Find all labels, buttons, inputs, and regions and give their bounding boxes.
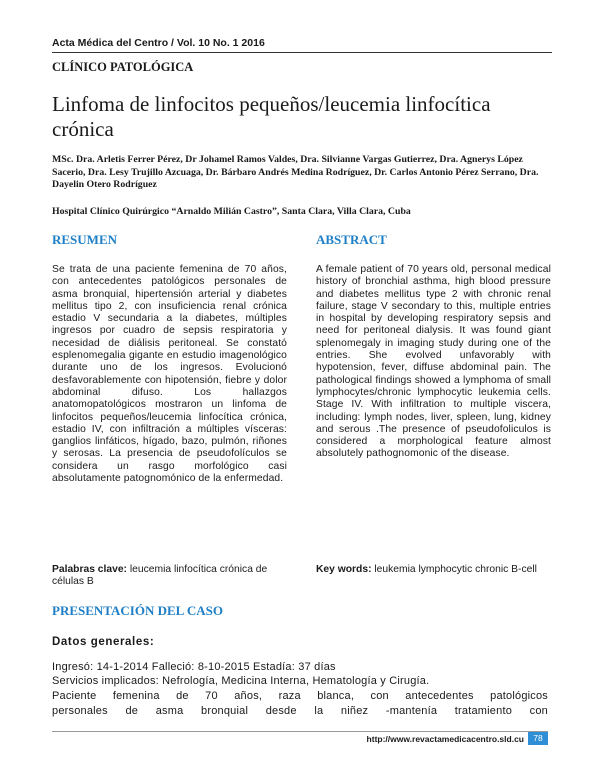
article-authors: MSc. Dra. Arletis Ferrer Pérez, Dr Johamel Ramos Valdes, Dra. Silvianne Vargas Gutierrez, Dra. Agnerys López Sacerio, Dra. Lesy Trujillo Azcuaga, Dr. Bárbaro Andrés Medina Rodríguez, Dr. Carlos Antonio Pérez Serrano, Dra. Dayelin Otero Rodríguez [52,154,539,190]
presentation-line-1: Ingresó: 14-1-2014 Falleció: 8-10-2015 Estadía: 37 días [52,661,336,673]
resumen-keywords [52,564,287,589]
journal-header: Acta Médica del Centro / Vol. 10 No. 1 2016 [52,37,552,53]
abstract-heading: ABSTRACT [316,232,387,247]
abstract-keywords-value: leukemia lymphocytic chronic B-cell [374,564,537,575]
presentation-line-4: personales de asma bronquial desde la niñez -mantenía tratamiento con [52,705,548,717]
presentation-line-3: Paciente femenina de 70 años, raza blanca, con antecedentes patológicos [52,690,548,702]
article-affiliation: Hospital Clínico Quirúrgico “Arnaldo Milián Castro”, Santa Clara, Villa Clara, Cuba [52,206,411,217]
resumen-text: Se trata de una paciente femenina de 70 años, con antecedentes patológicos personales de asma bronquial, hipertensión arterial y diabetes mellitus tipo 2, con insuficiencia renal crónica estadio V secundaria a la diabetes, múltiples ingresos por cuadro de sepsis respiratoria y necesidad de diálisis peritoneal. Se constató esplenomegalia gigante en estudio imagenológico durante uno de los ingresos. Evolucionó desfavorablemente con hipotensión, fiebre y dolor abdominal difuso. Los hallazgos anatomopatológicos mostraron un linfoma de linfocitos pequeños/leucemia linfocítica crónica, estadio IV, con infiltración a múltiples vísceras: ganglios linfáticos, hígado, bazo, pulmón, riñones y serosas. La presencia de pseudofolículos se considera un rasgo morfológico casi absolutamente patognomónico de la enfermedad. [52,264,287,485]
resumen-keywords-value: leucemia linfocítica crónica de células B [52,564,268,588]
resumen-keywords-label: Palabras clave: [52,564,127,575]
page-number-badge: 78 [528,732,548,745]
presentation-line-2: Servicios implicados: Nefrología, Medicina Interna, Hematología y Cirugía. [52,675,430,687]
presentation-subheading: Datos generales: [52,636,155,648]
article-title: Linfoma de linfocitos pequeños/leucemia linfocítica crónica [52,92,491,141]
footer-divider [52,731,548,732]
abstract-keywords-label: Key words: [316,564,372,575]
footer-url-link[interactable]: http://www.revactamedicacentro.sld.cu [366,734,524,744]
resumen-heading: RESUMEN [52,232,118,247]
presentation-heading: PRESENTACIÓN DEL CASO [52,603,223,618]
abstract-keywords [316,564,551,576]
section-label: CLÍNICO PATOLÓGICA [52,60,194,74]
abstract-text: A female patient of 70 years old, personal medical history of bronchial asthma, high blood pressure and diabetes mellitus type 2 with chronic renal failure, stage V secondary to this, multiple entries in hospital by developing respiratory sepsis and need for peritoneal dialysis. It was found giant splenomegaly in imaging study during one of the entries. She evolved unfavorably with hypotension, fever, diffuse abdominal pain. The pathological findings showed a lymphoma of small lymphocytes/chronic lymphocytic leukemia cells. Stage IV. With infiltration to multiple viscera, including: lymph nodes, liver, spleen, lung, kidney and serous .The presence of pseudofoliculos is considered a morphological feature almost absolutely pathognomonic of the disease. [316,264,551,460]
